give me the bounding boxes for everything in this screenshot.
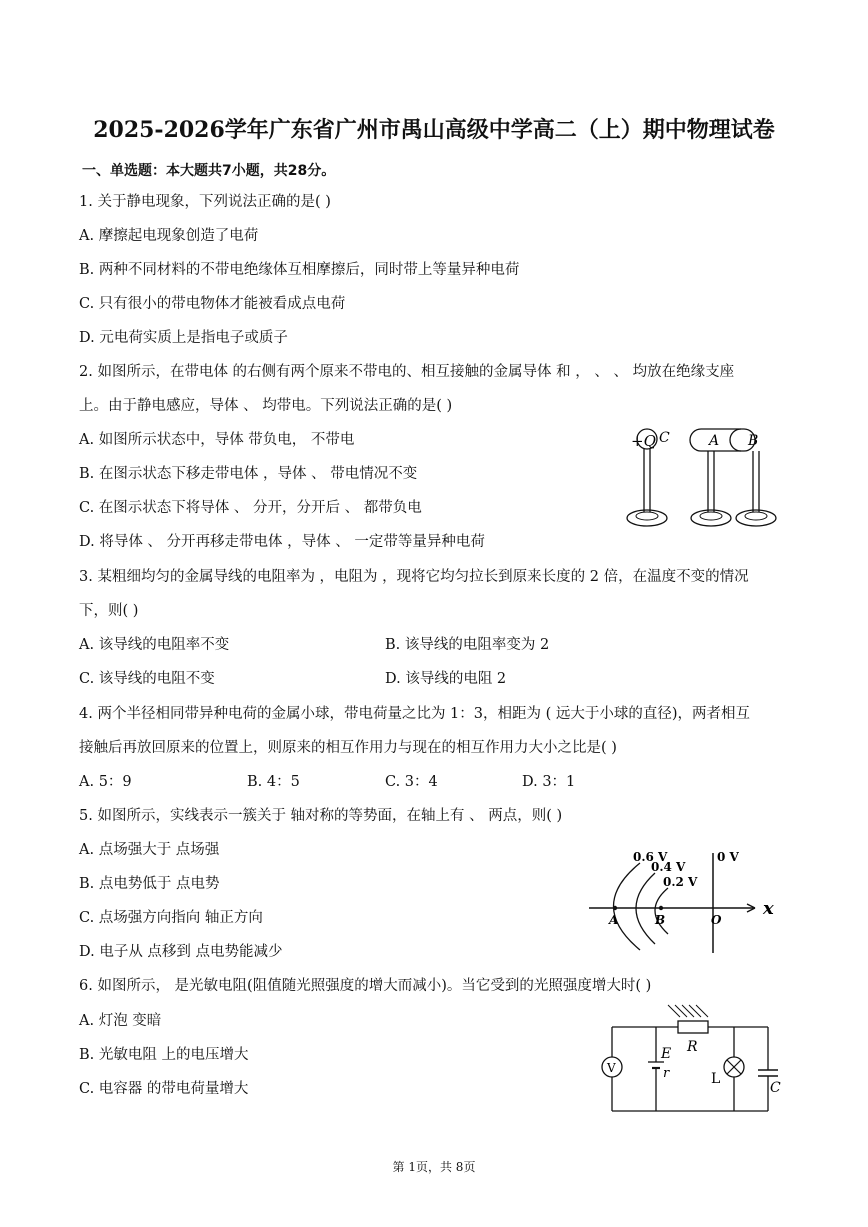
q4-option-a: A. 5：9	[79, 774, 132, 790]
q4-option-d: D. 3：1	[522, 774, 576, 790]
q1-option-b: B. 两种不同材料的不带电绝缘体互相摩擦后，同时带上等量异种电荷	[79, 262, 520, 278]
q6-fig-label-l: L	[711, 1071, 721, 1087]
q2-fig-charge-label: +Q	[631, 432, 656, 450]
q1-option-d: D. 元电荷实质上是指电子或质子	[79, 330, 288, 346]
page-footer: 第 1页，共 8页	[392, 1160, 476, 1174]
q2-fig-label-c: C	[659, 430, 670, 446]
q6-fig-label-e: E	[661, 1046, 672, 1062]
q3-option-b: B. 该导线的电阻率变为 2	[385, 637, 550, 653]
q3-option-d: D. 该导线的电阻 2	[385, 671, 507, 687]
q2-stem-line1: 2. 如图所示，在带电体 的右侧有两个原来不带电的、相互接触的金属导体 和 ， 、 、 均放在绝缘支座	[79, 364, 735, 380]
q4-option-c: C. 3：4	[385, 774, 438, 790]
q5-fig-label-0v: 0 V	[717, 850, 739, 864]
q1-option-a: A. 摩擦起电现象创造了电荷	[79, 228, 259, 244]
q2-figure-electrostatic-induction	[615, 428, 785, 538]
q5-fig-label-o: O	[711, 913, 722, 927]
page-title: 2025-2026学年广东省广州市禺山高级中学高二（上）期中物理试卷	[93, 117, 775, 143]
q5-option-a: A. 点场强大于 点场强	[79, 842, 220, 858]
q6-option-a: A. 灯泡 变暗	[79, 1013, 162, 1029]
q5-stem: 5. 如图所示，实线表示一簇关于 轴对称的等势面，在轴上有 、 两点，则( )	[79, 808, 563, 824]
q2-fig-label-a: A	[709, 433, 720, 449]
q5-fig-label-02v: 0.2 V	[663, 875, 698, 889]
q5-fig-label-04v: 0.4 V	[651, 860, 686, 874]
q6-option-c: C. 电容器 的带电荷量增大	[79, 1081, 249, 1097]
q5-fig-label-x: x	[763, 898, 774, 919]
q5-option-c: C. 点场强方向指向 轴正方向	[79, 910, 263, 926]
q4-option-b: B. 4：5	[247, 774, 300, 790]
q1-option-c: C. 只有很小的带电物体才能被看成点电荷	[79, 296, 346, 312]
q5-fig-label-a: A	[609, 913, 619, 927]
q2-option-c: C. 在图示状态下将导体 、 分开，分开后 、 都带负电	[79, 500, 422, 516]
q6-stem: 6. 如图所示， 是光敏电阻(阻值随光照强度的增大而减小)。当它受到的光照强度增大时( )	[79, 978, 652, 994]
q4-stem-line1: 4. 两个半径相同带异种电荷的金属小球，带电荷量之比为 1：3，相距为 ( 远大于小球的直径)，两者相互	[79, 706, 751, 722]
q2-option-a: A. 如图所示状态中，导体 带负电， 不带电	[79, 432, 355, 448]
q6-fig-label-v: V	[607, 1061, 616, 1075]
q5-option-b: B. 点电势低于 点电势	[79, 876, 220, 892]
q5-fig-point-a	[613, 906, 617, 910]
q6-fig-photoresistor	[678, 1021, 708, 1033]
q6-fig-light-arrows	[668, 1005, 708, 1017]
q2-fig-label-b: B	[748, 433, 759, 449]
q6-figure-circuit	[596, 1002, 786, 1117]
q6-fig-label-r: r	[663, 1066, 670, 1081]
q5-fig-point-b	[659, 906, 663, 910]
q3-option-a: A. 该导线的电阻率不变	[79, 637, 230, 653]
q5-option-d: D. 电子从 点移到 点电势能减少	[79, 944, 283, 960]
q3-option-c: C. 该导线的电阻不变	[79, 671, 215, 687]
q4-stem-line2: 接触后再放回原来的位置上，则原来的相互作用力与现在的相互作用力大小之比是( )	[79, 740, 617, 756]
q2-option-b: B. 在图示状态下移走带电体 ，导体 、 带电情况不变	[79, 466, 418, 482]
q5-fig-label-06v: 0.6 V	[633, 850, 668, 864]
q3-stem-line2: 下，则( )	[79, 603, 139, 619]
q5-fig-surface-02	[655, 888, 668, 934]
q6-option-b: B. 光敏电阻 上的电压增大	[79, 1047, 249, 1063]
q2-fig-conductors-ab	[690, 429, 755, 451]
q2-stem-line2: 上。由于静电感应，导体 、 均带电。下列说法正确的是( )	[79, 398, 453, 414]
q5-figure-equipotential	[585, 848, 785, 958]
q3-stem-line1: 3. 某粗细均匀的金属导线的电阻率为 ，电阻为 ，现将它均匀拉长到原来长度的 2 倍，在温度不变的情况	[79, 569, 749, 585]
section-heading: 一、单选题：本大题共7小题，共28分。	[82, 163, 336, 179]
q6-fig-label-r-big: R	[687, 1039, 698, 1055]
q1-stem: 1. 关于静电现象，下列说法正确的是( )	[79, 194, 331, 210]
q5-fig-label-b: B	[655, 913, 666, 927]
q6-fig-label-c: C	[770, 1080, 781, 1096]
q2-option-d: D. 将导体 、 分开再移走带电体 ，导体 、 一定带等量异种电荷	[79, 534, 485, 550]
